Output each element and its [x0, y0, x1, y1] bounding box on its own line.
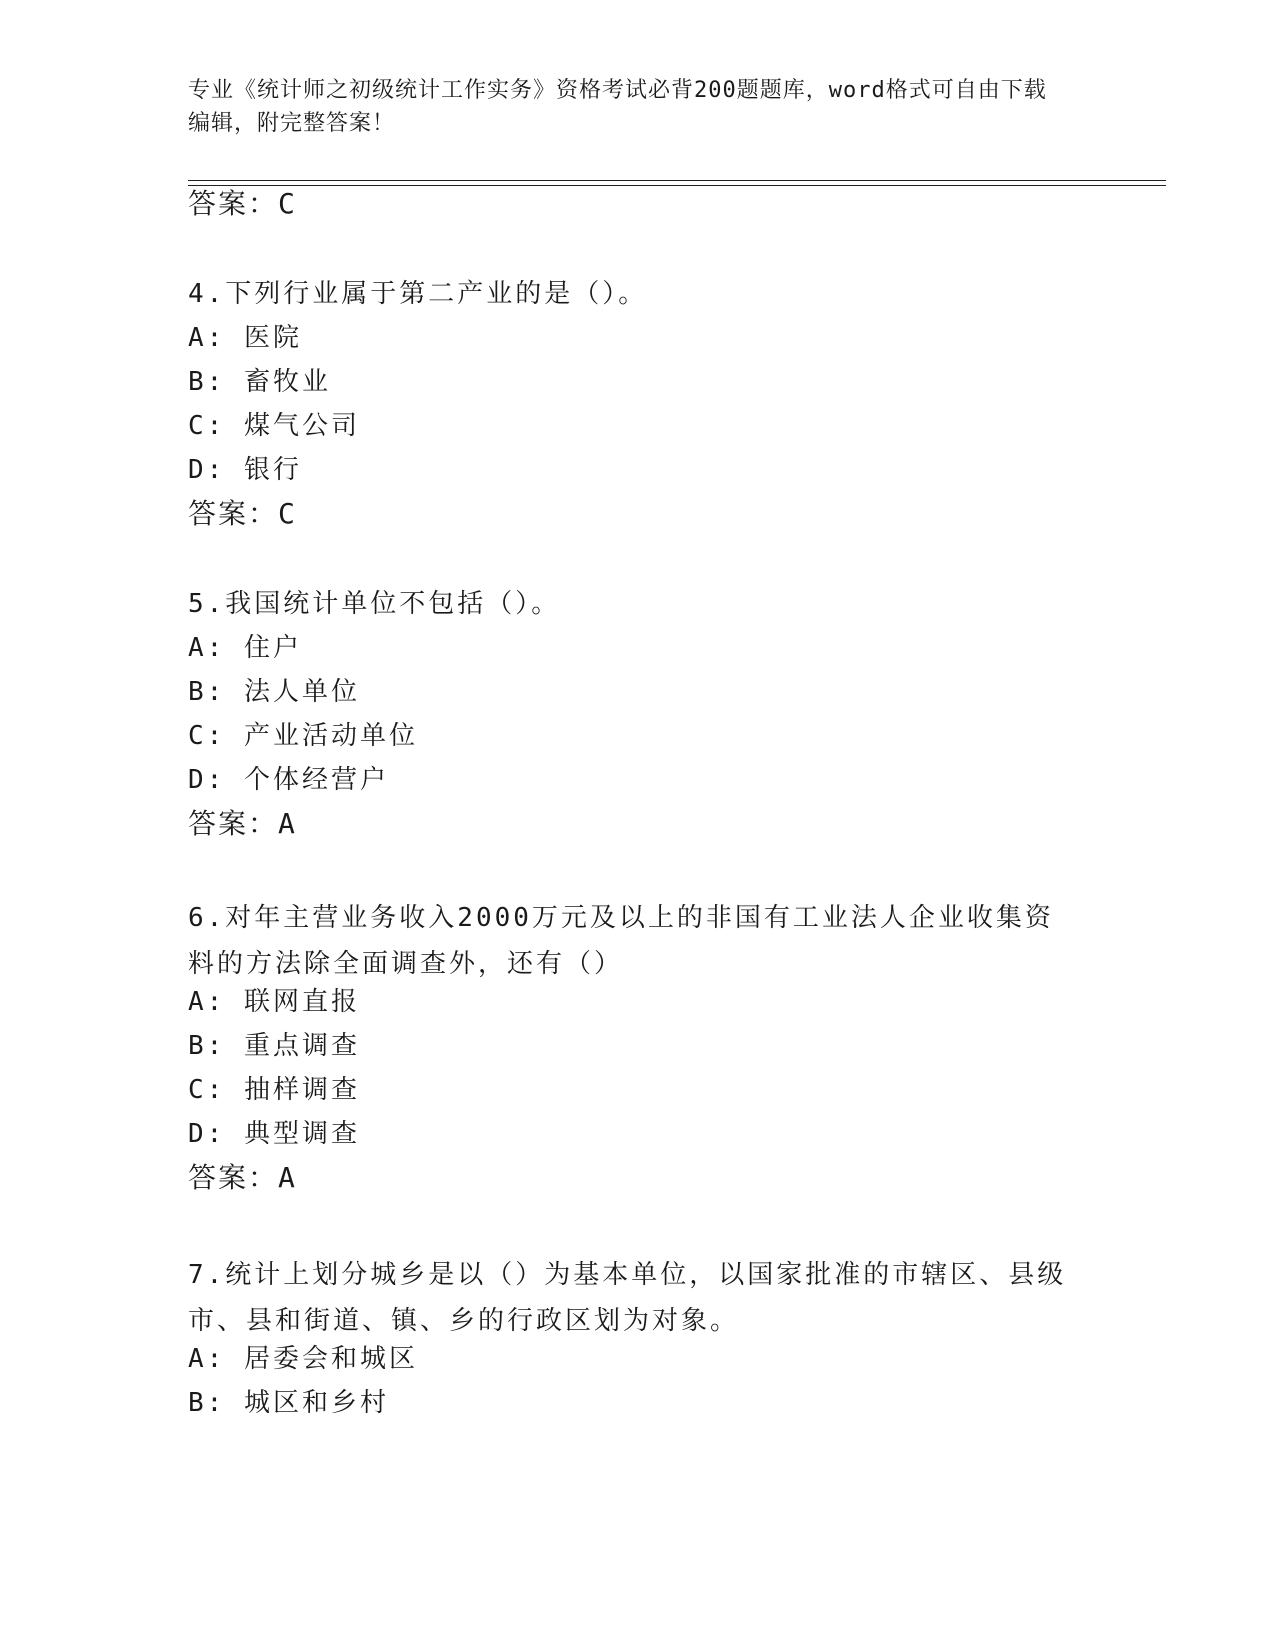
q5-option-a: A: 住户: [188, 633, 302, 663]
answer-prev: 答案：C: [188, 187, 297, 220]
q6-answer: 答案：A: [188, 1161, 297, 1194]
q4-option-a: A: 医院: [188, 323, 302, 353]
q5-option-c: C: 产业活动单位: [188, 721, 418, 751]
document-header: 专业《统计师之初级统计工作实务》资格考试必背200题题库，word格式可自由下载编辑，附完整答案！: [188, 78, 1047, 136]
q5-answer: 答案：A: [188, 807, 297, 840]
q5-option-b: B: 法人单位: [188, 677, 360, 707]
q6-option-d: D: 典型调查: [188, 1119, 360, 1149]
question-5: 5.我国统计单位不包括（）。: [188, 589, 561, 619]
q7-option-a: A: 居委会和城区: [188, 1344, 418, 1374]
header-divider-bottom: [188, 185, 1166, 186]
q6-option-c: C: 抽样调查: [188, 1075, 360, 1105]
question-6: 6.对年主营业务收入2000万元及以上的非国有工业法人企业收集资料的方法除全面调查外，还有（）: [188, 903, 1054, 979]
q4-option-b: B: 畜牧业: [188, 367, 331, 397]
q4-answer: 答案：C: [188, 497, 297, 530]
q5-option-d: D: 个体经营户: [188, 765, 389, 795]
q4-option-d: D: 银行: [188, 455, 302, 485]
q7-option-b: B: 城区和乡村: [188, 1388, 389, 1418]
question-4: 4.下列行业属于第二产业的是（）。: [188, 279, 648, 309]
q6-option-a: A: 联网直报: [188, 987, 360, 1017]
header-divider-top: [188, 180, 1166, 181]
q6-option-b: B: 重点调查: [188, 1031, 360, 1061]
question-7: 7.统计上划分城乡是以（）为基本单位，以国家批准的市辖区、县级市、县和街道、镇、乡的行政区划为对象。: [188, 1260, 1067, 1336]
q4-option-c: C: 煤气公司: [188, 411, 360, 441]
